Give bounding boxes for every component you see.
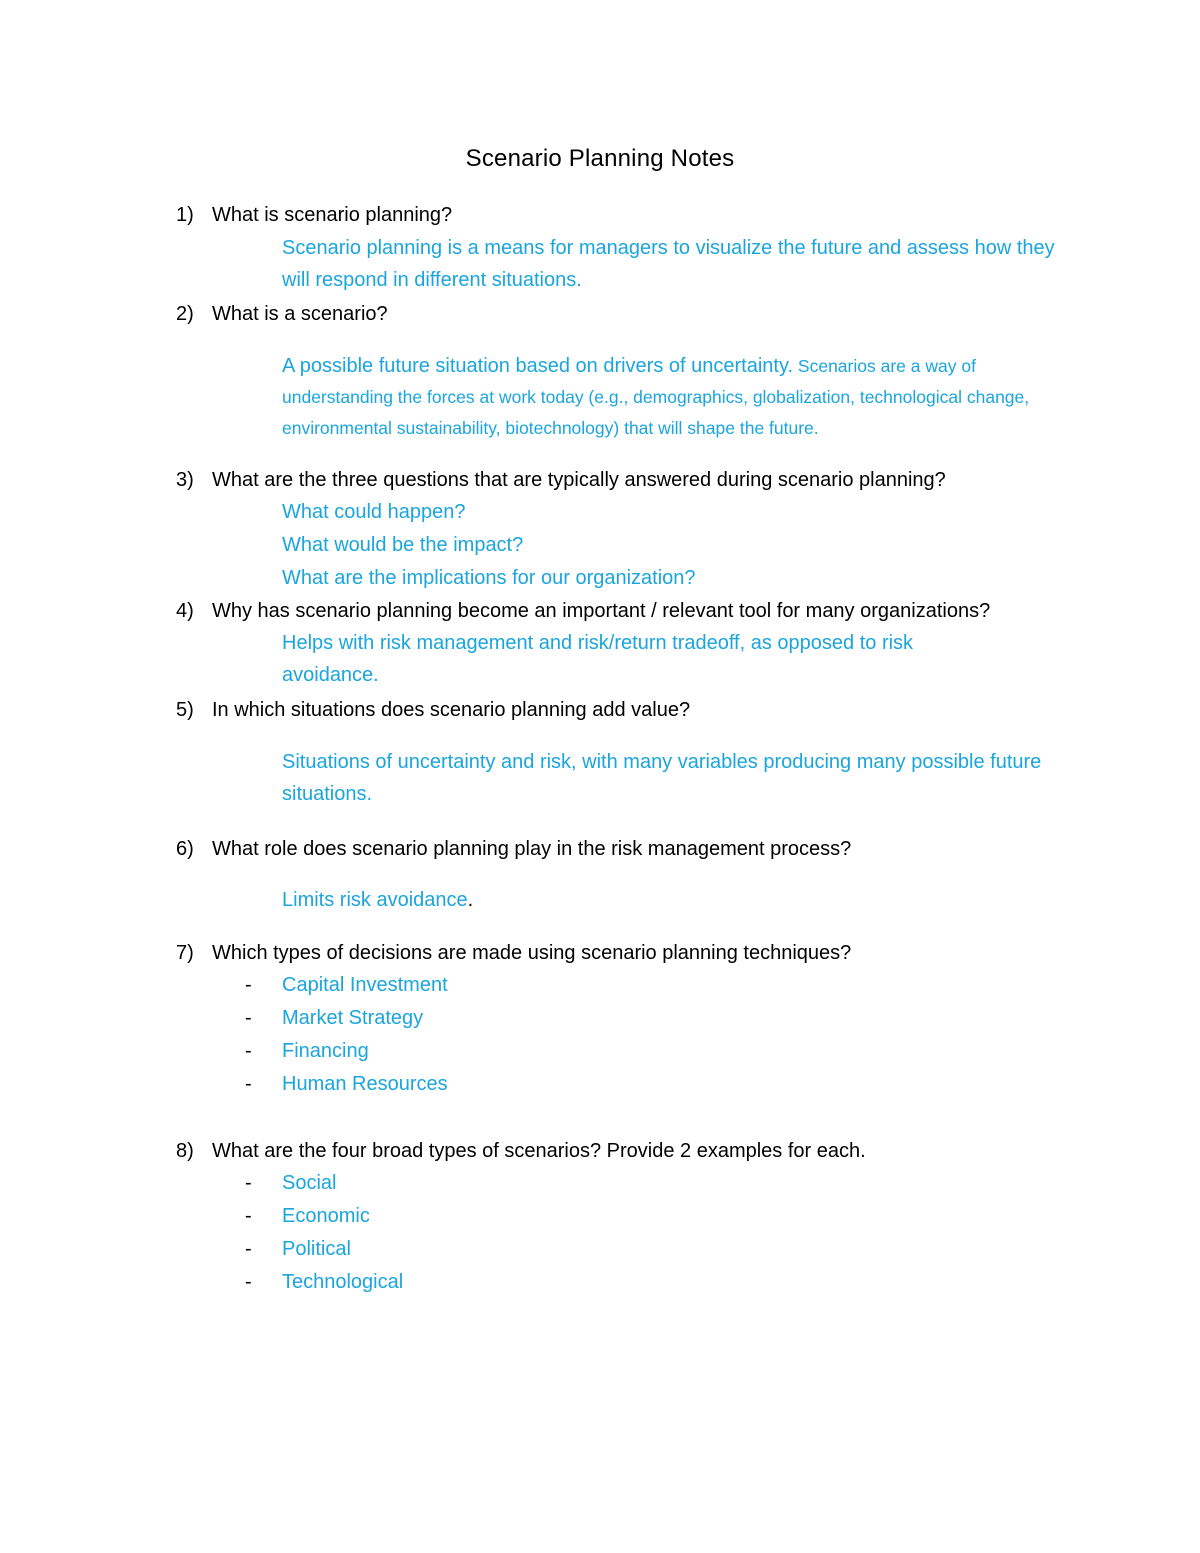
list-dash: -	[245, 974, 252, 996]
list-item: Social	[282, 1172, 337, 1194]
question-text: What is a scenario?	[212, 303, 388, 325]
answer-lead: A possible future situation based on drivers of uncertainty.	[282, 355, 794, 377]
question-text: In which situations does scenario planning add value?	[212, 699, 691, 721]
list-item: Political	[282, 1238, 351, 1260]
question-text: What are the four broad types of scenarios? Provide 2 examples for each.	[212, 1140, 866, 1162]
answer-3-line-1: What could happen?	[282, 501, 466, 523]
question-number: 8)	[176, 1140, 194, 1162]
question-text: Why has scenario planning become an important / relevant tool for many organizations?	[212, 600, 991, 622]
question-number: 1)	[176, 204, 194, 226]
question-number: 6)	[176, 838, 194, 860]
answer-4: Helps with risk management and risk/return tradeoff, as opposed to risk avoidance.	[282, 632, 914, 686]
question-4	[176, 597, 990, 625]
list-dash: -	[245, 1073, 252, 1095]
question-1	[176, 201, 452, 229]
question-number: 2)	[176, 303, 194, 325]
question-number: 3)	[176, 469, 194, 491]
answer-3-line-2: What would be the impact?	[282, 534, 524, 556]
answer-1: Scenario planning is a means for managers to visualize the future and assess how they will respond in different situations.	[282, 237, 1055, 291]
list-dash: -	[245, 1007, 252, 1029]
answer-rest: Scenarios are a way of understanding the forces at work today (e.g., demographics, globalization, technological change, environmental sustainability, biotechnology) that will shape the future.	[282, 356, 1030, 438]
question-3	[176, 466, 946, 494]
list-item: Market Strategy	[282, 1007, 424, 1029]
list-item: Human Resources	[282, 1073, 448, 1095]
page-title: Scenario Planning Notes	[465, 145, 735, 172]
question-number: 5)	[176, 699, 194, 721]
list-item: Technological	[282, 1271, 404, 1293]
answer-3-line-3: What are the implications for our organization?	[282, 567, 696, 589]
question-text: What role does scenario planning play in the risk management process?	[212, 838, 852, 860]
question-8	[176, 1137, 866, 1165]
question-2	[176, 300, 388, 328]
list-dash: -	[245, 1040, 252, 1062]
question-text: Which types of decisions are made using scenario planning techniques?	[212, 942, 852, 964]
question-7	[176, 939, 851, 967]
list-item: Financing	[282, 1040, 369, 1062]
list-dash: -	[245, 1238, 252, 1260]
answer-5: Situations of uncertainty and risk, with many variables producing many possible future situations.	[282, 751, 1042, 805]
list-item: Capital Investment	[282, 974, 448, 996]
question-5	[176, 696, 690, 724]
answer-6	[282, 884, 1072, 916]
answer-2	[282, 351, 1072, 444]
list-dash: -	[245, 1205, 252, 1227]
answer-period: .	[467, 889, 474, 911]
list-item: Economic	[282, 1205, 370, 1227]
list-dash: -	[245, 1271, 252, 1293]
question-6	[176, 835, 851, 863]
question-number: 7)	[176, 942, 194, 964]
question-text: What is scenario planning?	[212, 204, 453, 226]
question-number: 4)	[176, 600, 194, 622]
list-dash: -	[245, 1172, 252, 1194]
question-text: What are the three questions that are typically answered during scenario planning?	[212, 469, 946, 491]
answer-text: Limits risk avoidance	[282, 889, 468, 911]
